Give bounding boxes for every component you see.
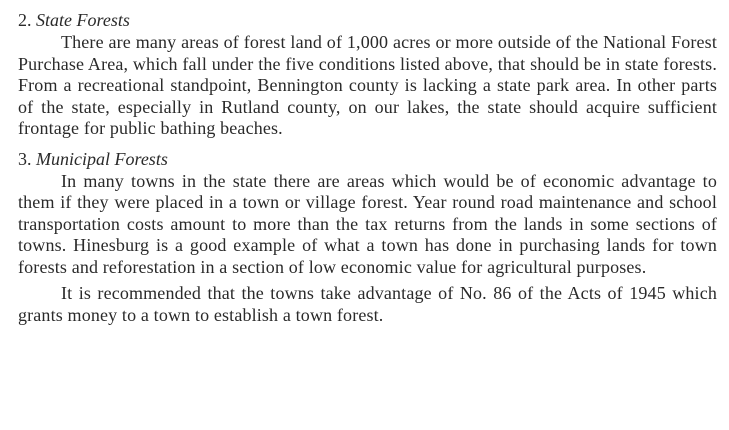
paragraph-municipal-forests: In many towns in the state there are areas which would be of economic advantage to them if they were placed in a town or village forest. Year round road maintenance and school transportation costs amount to more than the tax returns from the lands in some sections of towns. Hinesburg is a good example of what a town has done in purchasing lands for town forests and reforestation in a section of low economic value for agricultural purposes. [18, 170, 717, 277]
paragraph-recommendation: It is recommended that the towns take advantage of No. 86 of the Acts of 1945 which grants money to a town to establish a town forest. [18, 283, 717, 325]
paragraph-state-forests: There are many areas of forest land of 1,000 acres or more outside of the National Forest Purchase Area, which fall under the five conditions listed above, that should be in state forests. From a recreational standpoint, Bennington county is lacking a state park area. In other parts of the state, especially in Rutland county, on our lakes, the state should acquire sufficient frontage for public bathing beaches. [18, 32, 717, 138]
section-title: Municipal Forests [36, 148, 168, 169]
section-title: State Forests [36, 10, 130, 30]
section-heading-state-forests [18, 8, 717, 32]
section-number: 3. [18, 148, 32, 169]
section-heading-municipal-forests [18, 147, 717, 171]
section-number: 2. [18, 10, 32, 30]
